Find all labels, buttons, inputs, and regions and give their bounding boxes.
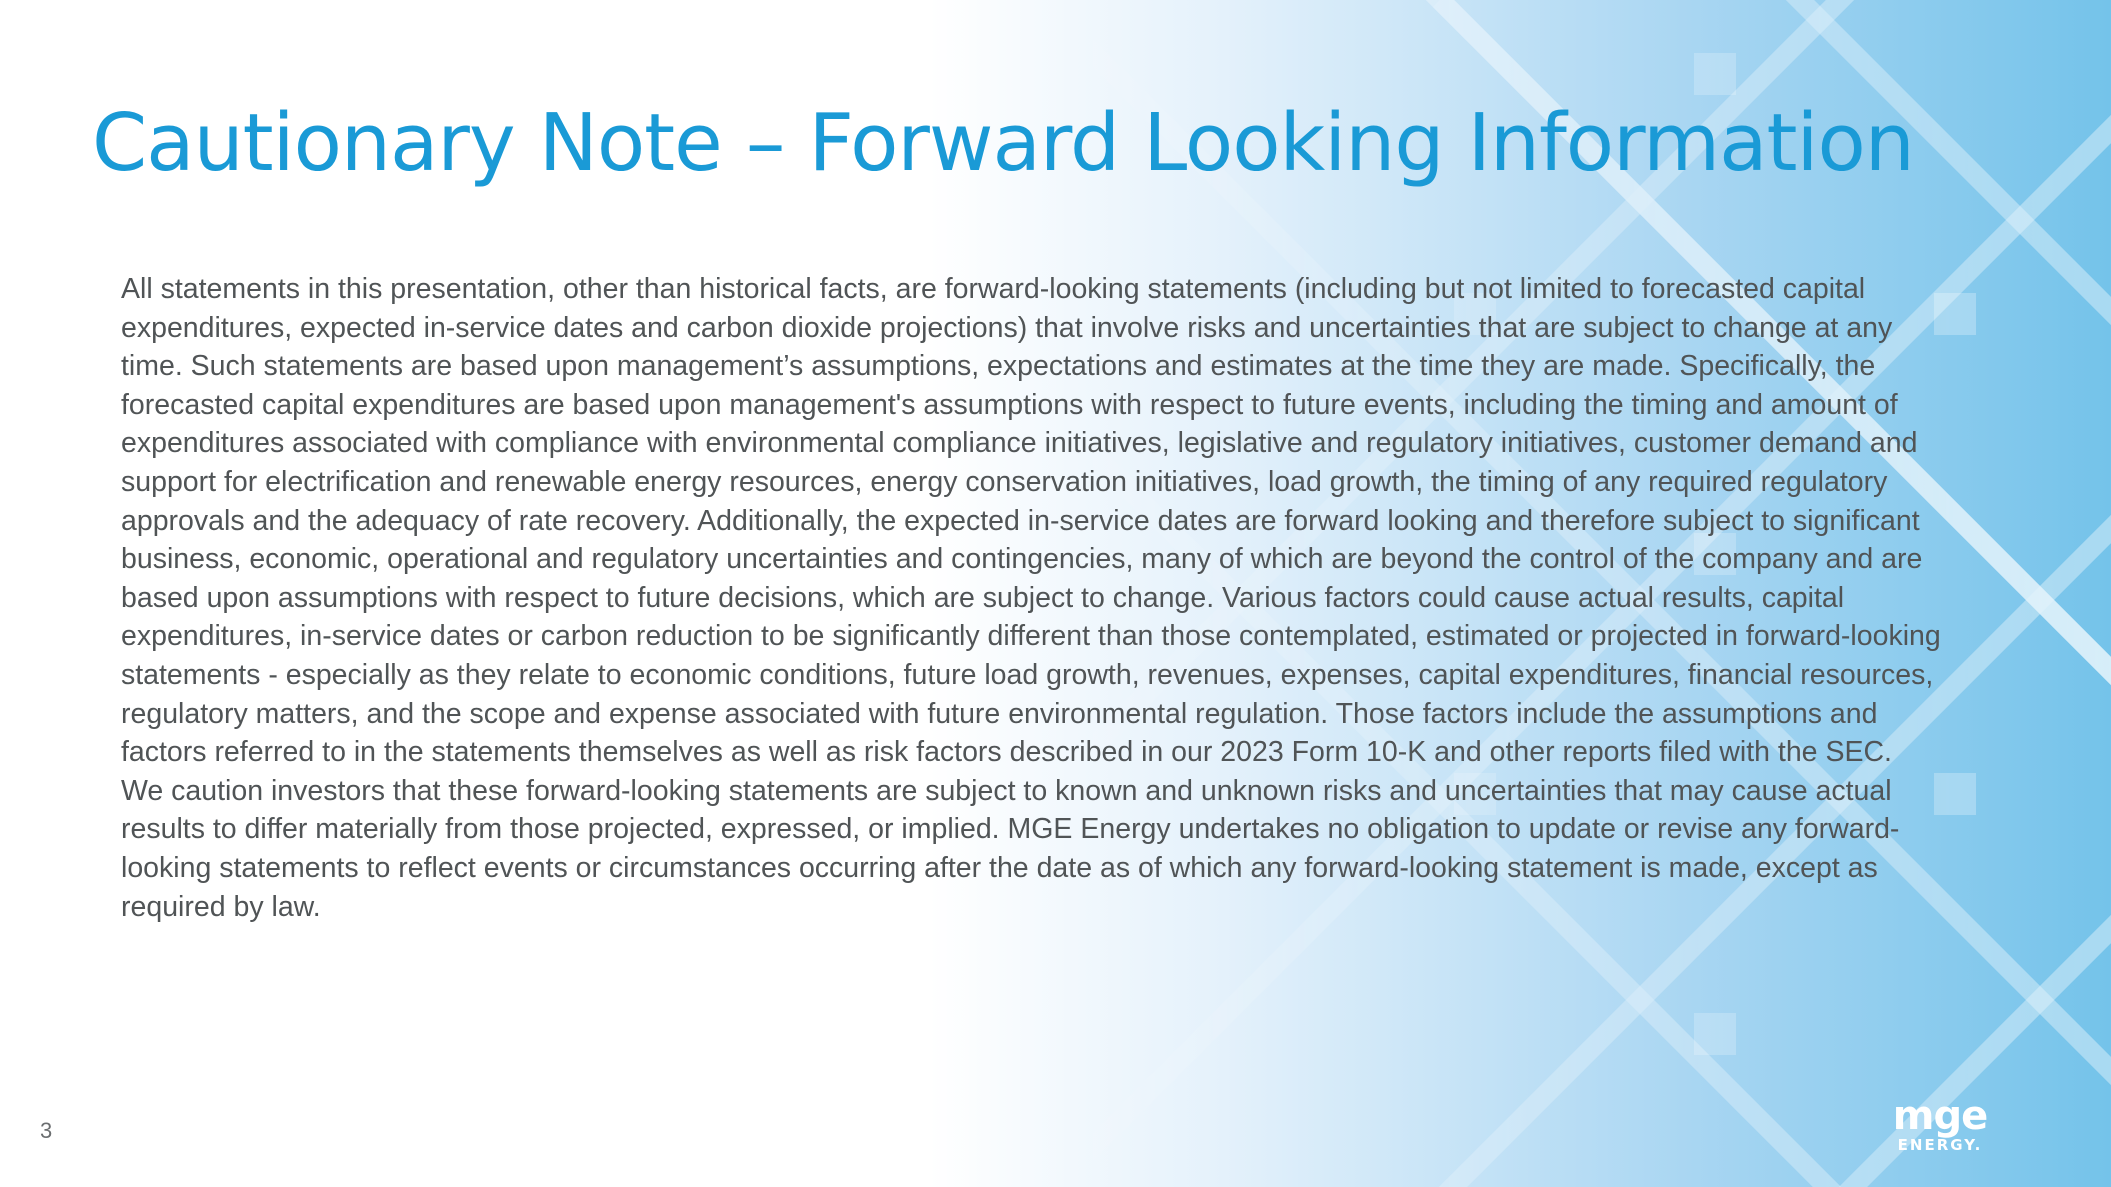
slide-title: Cautionary Note – Forward Looking Information (92, 97, 1914, 189)
logo-subtitle: ENERGY. (1897, 1136, 1983, 1154)
mge-energy-logo (1876, 1093, 2004, 1156)
logo-wordmark: mge (1892, 1093, 1988, 1139)
disclaimer-paragraph: All statements in this presentation, other than historical facts, are forward-looking statements (including but not limited to forecasted capital expenditures, expected in-service dates and carbon dioxide projections) that involve risks and uncertainties that are subject to change at any time. Such statements are based upon management’s assumptions, expectations and estimates at the time they are made. Specifically, the forecasted capital expenditures are based upon management's assumptions with respect to future events, including the timing and amount of expenditures associated with compliance with environmental compliance initiatives, legislative and regulatory initiatives, customer demand and support for electrification and renewable energy resources, energy conservation initiatives, load growth, the timing of any required regulatory approvals and the adequacy of rate recovery. Additionally, the expected in-service dates are forward looking and therefore subject to significant business, economic, operational and regulatory uncertainties and contingencies, many of which are beyond the control of the company and are based upon assumptions with respect to future decisions, which are subject to change. Various factors could cause actual results, capital expenditures, in-service dates or carbon reduction to be significantly different than those contemplated, estimated or projected in forward-looking statements - especially as they relate to economic conditions, future load growth, revenues, expenses, capital expenditures, financial resources, regulatory matters, and the scope and expense associated with future environmental regulation. Those factors include the assumptions and factors referred to in the statements themselves as well as risk factors described in our 2023 Form 10-K and other reports filed with the SEC. We caution investors that these forward-looking statements are subject to known and unknown risks and uncertainties that may cause actual results to differ materially from those projected, expressed, or implied. MGE Energy undertakes no obligation to update or revise any forward-looking statements to reflect events or circumstances occurring after the date as of which any forward-looking statement is made, except as required by law. (121, 273, 1941, 923)
page-number: 3 (40, 1118, 53, 1143)
